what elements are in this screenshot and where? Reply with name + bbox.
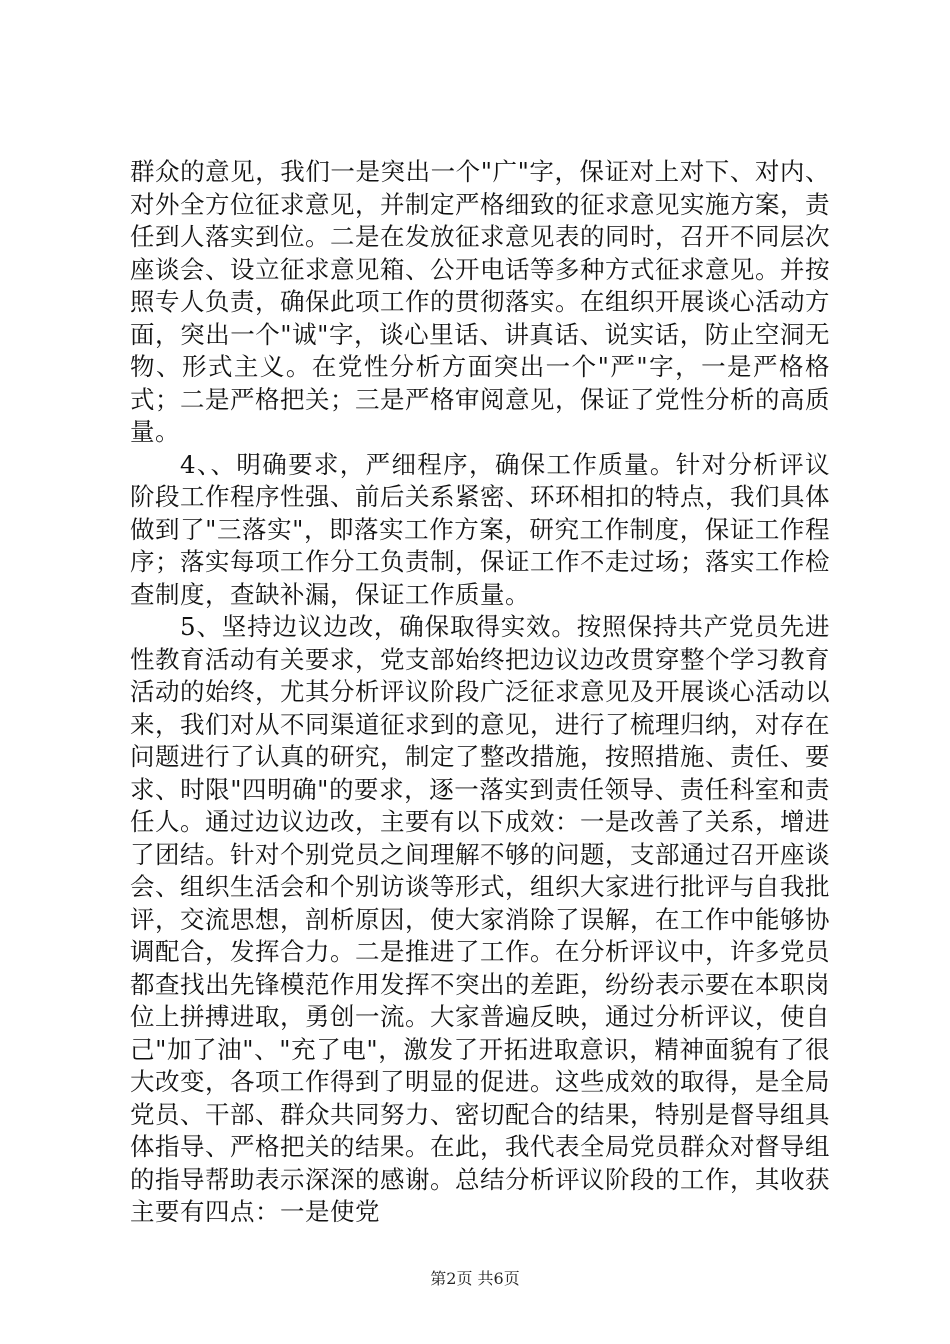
paragraph-2: 4、、明确要求，严细程序，确保工作质量。针对分析评议阶段工作程序性强、前后关系紧密、环环相扣的特点，我们具体做到了"三落实"，即落实工作方案，研究工作制度，保证工作程序；落实每项工作分工负责制，保证工作不走过场；落实工作检查制度，查缺补漏，保证工作质量。 [130,449,830,609]
paragraph-1: 群众的意见，我们一是突出一个"广"字，保证对上对下、对内、对外全方位征求意见，并制定严格细致的征求意见实施方案，责任到人落实到位。二是在发放征求意见表的同时，召开不同层次座谈会、设立征求意见箱、公开电话等多种方式征求意见。并按照专人负责，确保此项工作的贯彻落实。在组织开展谈心活动方面，突出一个"诚"字，谈心里话、讲真话、说实话，防止空洞无物、形式主义。在党性分析方面突出一个"严"字，一是严格格式；二是严格把关；三是严格审阅意见，保证了党性分析的高质量。 [130,157,830,446]
paragraph-3: 5、坚持边议边改，确保取得实效。按照保持共产党员先进性教育活动有关要求，党支部始终把边议边改贯穿整个学习教育活动的始终，尤其分析评议阶段广泛征求意见及开展谈心活动以来，我们对从不同渠道征求到的意见，进行了梳理归纳，对存在问题进行了认真的研究，制定了整改措施，按照措施、责任、要求、时限"四明确"的要求，逐一落实到责任领导、责任科室和责任人。通过边议边改，主要有以下成效：一是改善了关系，增进了团结。针对个别党员之间理解不够的问题，支部通过召开座谈会、组织生活会和个别访谈等形式，组织大家进行批评与自我批评，交流思想，剖析原因，使大家消除了误解，在工作中能够协调配合，发挥合力。二是推进了工作。在分析评议中，许多党员都查找出先锋模范作用发挥不突出的差距，纷纷表示要在本职岗位上拼搏进取，勇创一流。大家普遍反映，通过分析评议，使自己"加了油"、"充了电"，激发了开拓进取意识，精神面貌有了很大改变，各项工作得到了明显的促进。这些成效的取得，是全局党员、干部、群众共同努力、密切配合的结果，特别是督导组具体指导、严格把关的结果。在此，我代表全局党员群众对督导组的指导帮助表示深深的感谢。总结分析评议阶段的工作，其收获主要有四点：一是使党 [130,612,830,1226]
page-footer: 第2页 共6页 [430,1269,520,1288]
document-body [130,156,830,1229]
